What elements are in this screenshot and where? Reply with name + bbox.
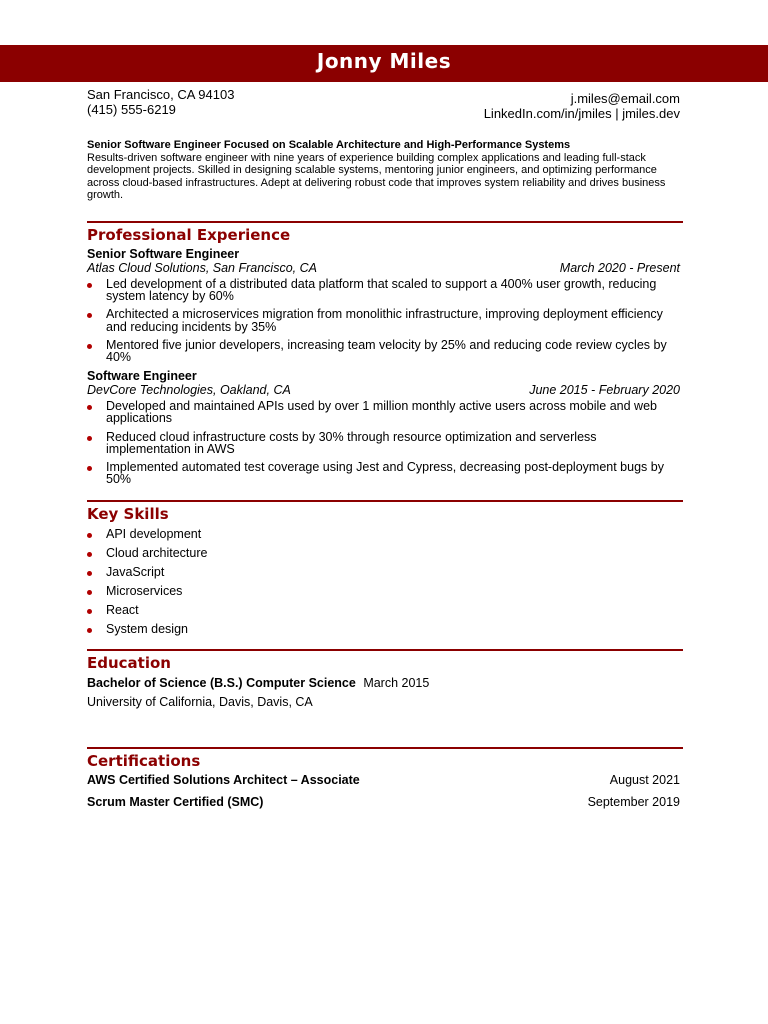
education-degree: Bachelor of Science (B.S.) Computer Science	[87, 675, 356, 690]
skills-heading: Key Skills	[87, 504, 169, 523]
job-company: Atlas Cloud Solutions, San Francisco, CA	[87, 260, 317, 275]
section-divider	[87, 221, 683, 223]
contact-right	[484, 91, 680, 121]
list-item: JavaScript	[87, 565, 683, 580]
list-item: Cloud architecture	[87, 546, 683, 561]
experience-heading: Professional Experience	[87, 225, 291, 244]
list-item: API development	[87, 527, 683, 542]
job-bullets	[87, 400, 683, 485]
education-date: March 2015	[363, 675, 430, 690]
contact-block	[87, 87, 683, 133]
job-dates: March 2020 - Present	[559, 260, 680, 275]
certification-name: AWS Certified Solutions Architect – Associate	[87, 772, 360, 787]
name-banner	[0, 45, 768, 82]
job-dates: June 2015 - February 2020	[529, 383, 680, 398]
skills-list	[87, 527, 683, 637]
summary-headline: Senior Software Engineer Focused on Scalable Architecture and High-Performance Systems	[87, 139, 571, 151]
job-title: Senior Software Engineer	[87, 246, 240, 261]
list-item: Led development of a distributed data platform that scaled to support a 400% user growth, reducing system latency by 60%	[87, 278, 683, 303]
certifications-section	[87, 747, 683, 817]
contact-address: San Francisco, CA 94103	[87, 87, 235, 102]
job-company: DevCore Technologies, Oakland, CA	[87, 383, 291, 398]
list-item: React	[87, 603, 683, 618]
certifications-heading: Certifications	[87, 751, 201, 770]
resume-body	[87, 87, 683, 817]
education-section	[87, 649, 683, 710]
section-divider	[87, 500, 683, 502]
list-item: Microservices	[87, 584, 683, 599]
list-item: System design	[87, 622, 683, 637]
job-entry	[87, 369, 683, 485]
certification-date: September 2019	[587, 794, 680, 809]
list-item: Reduced cloud infrastructure costs by 30% through resource optimization and serverless implementation in AWS	[87, 431, 683, 456]
education-school: University of California, Davis, Davis, CA	[87, 694, 313, 709]
candidate-name: Jonny Miles	[316, 49, 452, 73]
list-item: Architected a microservices migration from monolithic infrastructure, improving deployment efficiency and reducing incidents by 35%	[87, 308, 683, 333]
certification-row	[87, 795, 683, 817]
skills-section	[87, 500, 683, 637]
summary-block	[87, 139, 683, 202]
education-degree-line	[87, 676, 683, 691]
list-item: Developed and maintained APIs used by over 1 million monthly active users across mobile and web applications	[87, 400, 683, 425]
summary-text: Results-driven software engineer with nine years of experience building complex applications and leading full-stack development projects. Skilled in designing scalable systems, mentoring junior engineers, and optimizing performance across cloud-based infrastructures. Adept at delivering robust code that improves system reliability and drives business growth.	[87, 151, 666, 202]
section-divider	[87, 747, 683, 749]
contact-links: LinkedIn.com/in/jmiles | jmiles.dev	[483, 106, 680, 121]
contact-phone: (415) 555-6219	[87, 102, 176, 117]
certification-name: Scrum Master Certified (SMC)	[87, 794, 264, 809]
list-item: Implemented automated test coverage using Jest and Cypress, decreasing post-deployment bugs by 50%	[87, 461, 683, 486]
job-title: Software Engineer	[87, 369, 197, 384]
education-heading: Education	[87, 653, 171, 672]
contact-email: j.miles@email.com	[570, 91, 680, 106]
contact-left	[87, 87, 234, 117]
list-item: Mentored five junior developers, increasing team velocity by 25% and reducing code review cycles by 40%	[87, 339, 683, 364]
job-bullets	[87, 278, 683, 363]
section-divider	[87, 649, 683, 651]
certification-row	[87, 773, 683, 795]
job-meta	[87, 261, 683, 275]
job-entry	[87, 247, 683, 363]
certification-date: August 2021	[609, 772, 680, 787]
experience-section	[87, 221, 683, 486]
job-meta	[87, 383, 683, 397]
